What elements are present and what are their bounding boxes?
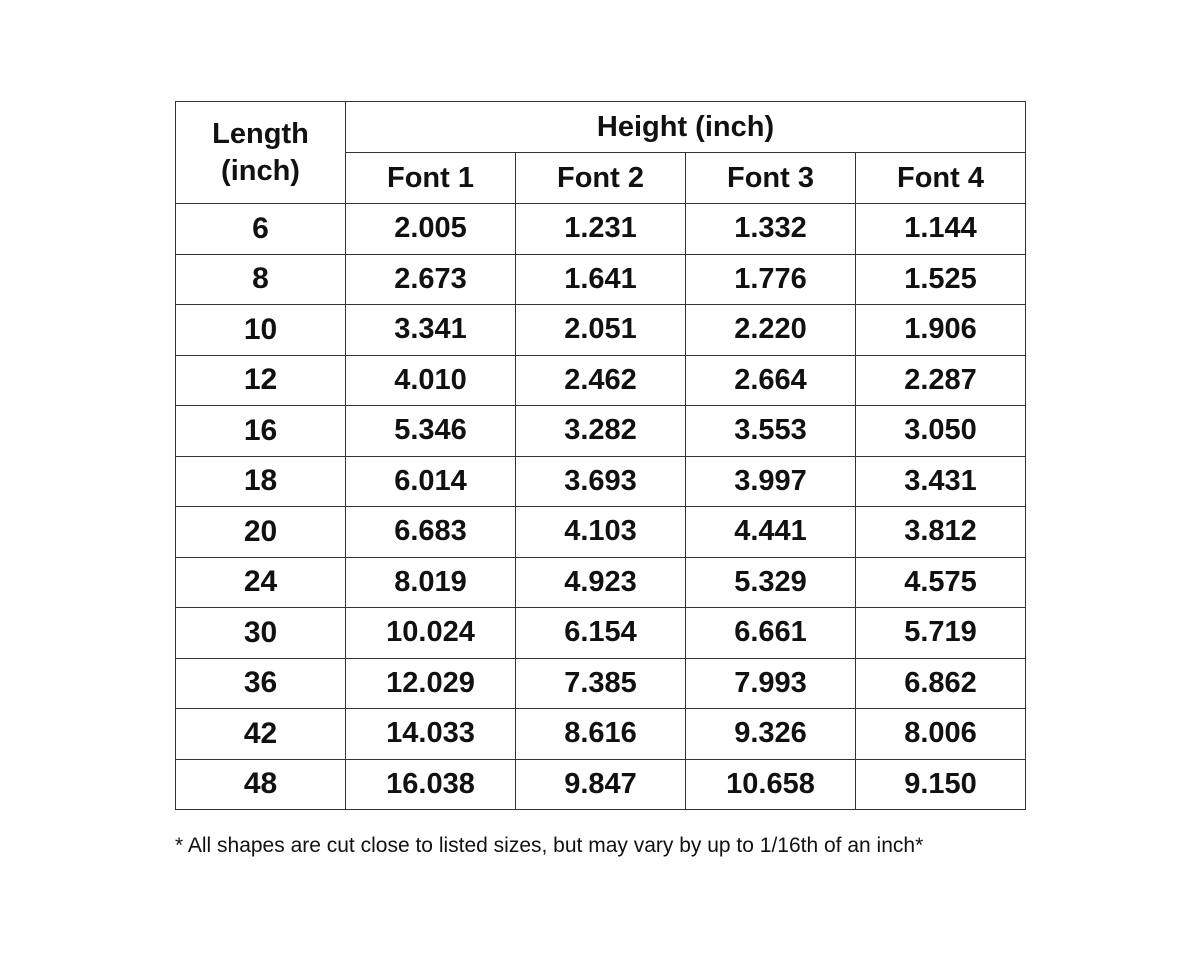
height-cell-font-3: 9.326 (686, 709, 856, 760)
height-cell-font-4: 2.287 (856, 355, 1026, 406)
height-cell-font-4: 8.006 (856, 709, 1026, 760)
height-cell-font-2: 8.616 (516, 709, 686, 760)
font-3-header: Font 3 (686, 153, 856, 204)
height-cell-font-3: 4.441 (686, 507, 856, 558)
table-row (176, 557, 1026, 608)
height-cell-font-1: 5.346 (346, 406, 516, 457)
height-cell-font-4: 3.431 (856, 456, 1026, 507)
size-table-body (176, 204, 1026, 810)
table-row (176, 709, 1026, 760)
table-row (176, 305, 1026, 356)
height-cell-font-1: 8.019 (346, 557, 516, 608)
height-cell-font-4: 1.906 (856, 305, 1026, 356)
length-header-unit: (inch) (221, 154, 300, 187)
height-cell-font-2: 2.462 (516, 355, 686, 406)
height-cell-font-2: 7.385 (516, 658, 686, 709)
height-cell-font-3: 1.776 (686, 254, 856, 305)
height-cell-font-2: 4.923 (516, 557, 686, 608)
height-cell-font-1: 6.683 (346, 507, 516, 558)
height-cell-font-4: 6.862 (856, 658, 1026, 709)
height-cell-font-1: 2.673 (346, 254, 516, 305)
height-cell-font-4: 1.525 (856, 254, 1026, 305)
height-cell-font-2: 3.693 (516, 456, 686, 507)
table-row (176, 254, 1026, 305)
height-cell-font-2: 4.103 (516, 507, 686, 558)
height-cell-font-4: 5.719 (856, 608, 1026, 659)
height-cell-font-1: 16.038 (346, 759, 516, 810)
height-cell-font-3: 7.993 (686, 658, 856, 709)
height-cell-font-1: 3.341 (346, 305, 516, 356)
height-cell-font-3: 2.220 (686, 305, 856, 356)
font-4-header: Font 4 (856, 153, 1026, 204)
table-row (176, 456, 1026, 507)
length-cell: 48 (176, 759, 346, 810)
font-2-header: Font 2 (516, 153, 686, 204)
table-row (176, 608, 1026, 659)
length-cell: 20 (176, 507, 346, 558)
height-cell-font-2: 1.641 (516, 254, 686, 305)
length-cell: 16 (176, 406, 346, 457)
height-cell-font-4: 1.144 (856, 204, 1026, 255)
height-cell-font-2: 6.154 (516, 608, 686, 659)
length-cell: 24 (176, 557, 346, 608)
height-cell-font-3: 2.664 (686, 355, 856, 406)
table-row (176, 507, 1026, 558)
height-column-header: Height (inch) (346, 102, 1026, 153)
length-cell: 8 (176, 254, 346, 305)
length-cell: 12 (176, 355, 346, 406)
height-cell-font-2: 2.051 (516, 305, 686, 356)
height-cell-font-2: 9.847 (516, 759, 686, 810)
height-cell-font-4: 3.050 (856, 406, 1026, 457)
height-cell-font-3: 5.329 (686, 557, 856, 608)
length-cell: 6 (176, 204, 346, 255)
height-cell-font-3: 1.332 (686, 204, 856, 255)
table-row (176, 204, 1026, 255)
height-cell-font-3: 3.553 (686, 406, 856, 457)
length-cell: 10 (176, 305, 346, 356)
size-tolerance-footnote: * All shapes are cut close to listed sizes, but may vary by up to 1/16th of an inch* (175, 834, 924, 857)
size-chart-table (175, 101, 1026, 810)
height-cell-font-3: 6.661 (686, 608, 856, 659)
height-cell-font-1: 10.024 (346, 608, 516, 659)
height-cell-font-4: 4.575 (856, 557, 1026, 608)
height-cell-font-4: 9.150 (856, 759, 1026, 810)
length-cell: 36 (176, 658, 346, 709)
table-row (176, 355, 1026, 406)
height-cell-font-4: 3.812 (856, 507, 1026, 558)
length-header-label: Length (212, 117, 309, 150)
height-cell-font-1: 2.005 (346, 204, 516, 255)
length-column-header (176, 102, 346, 204)
height-cell-font-2: 3.282 (516, 406, 686, 457)
height-cell-font-1: 4.010 (346, 355, 516, 406)
table-row (176, 759, 1026, 810)
table-row (176, 406, 1026, 457)
height-cell-font-2: 1.231 (516, 204, 686, 255)
height-cell-font-1: 6.014 (346, 456, 516, 507)
height-cell-font-3: 10.658 (686, 759, 856, 810)
height-cell-font-1: 12.029 (346, 658, 516, 709)
height-cell-font-1: 14.033 (346, 709, 516, 760)
height-cell-font-3: 3.997 (686, 456, 856, 507)
length-cell: 18 (176, 456, 346, 507)
length-cell: 42 (176, 709, 346, 760)
length-cell: 30 (176, 608, 346, 659)
table-row (176, 658, 1026, 709)
font-1-header: Font 1 (346, 153, 516, 204)
